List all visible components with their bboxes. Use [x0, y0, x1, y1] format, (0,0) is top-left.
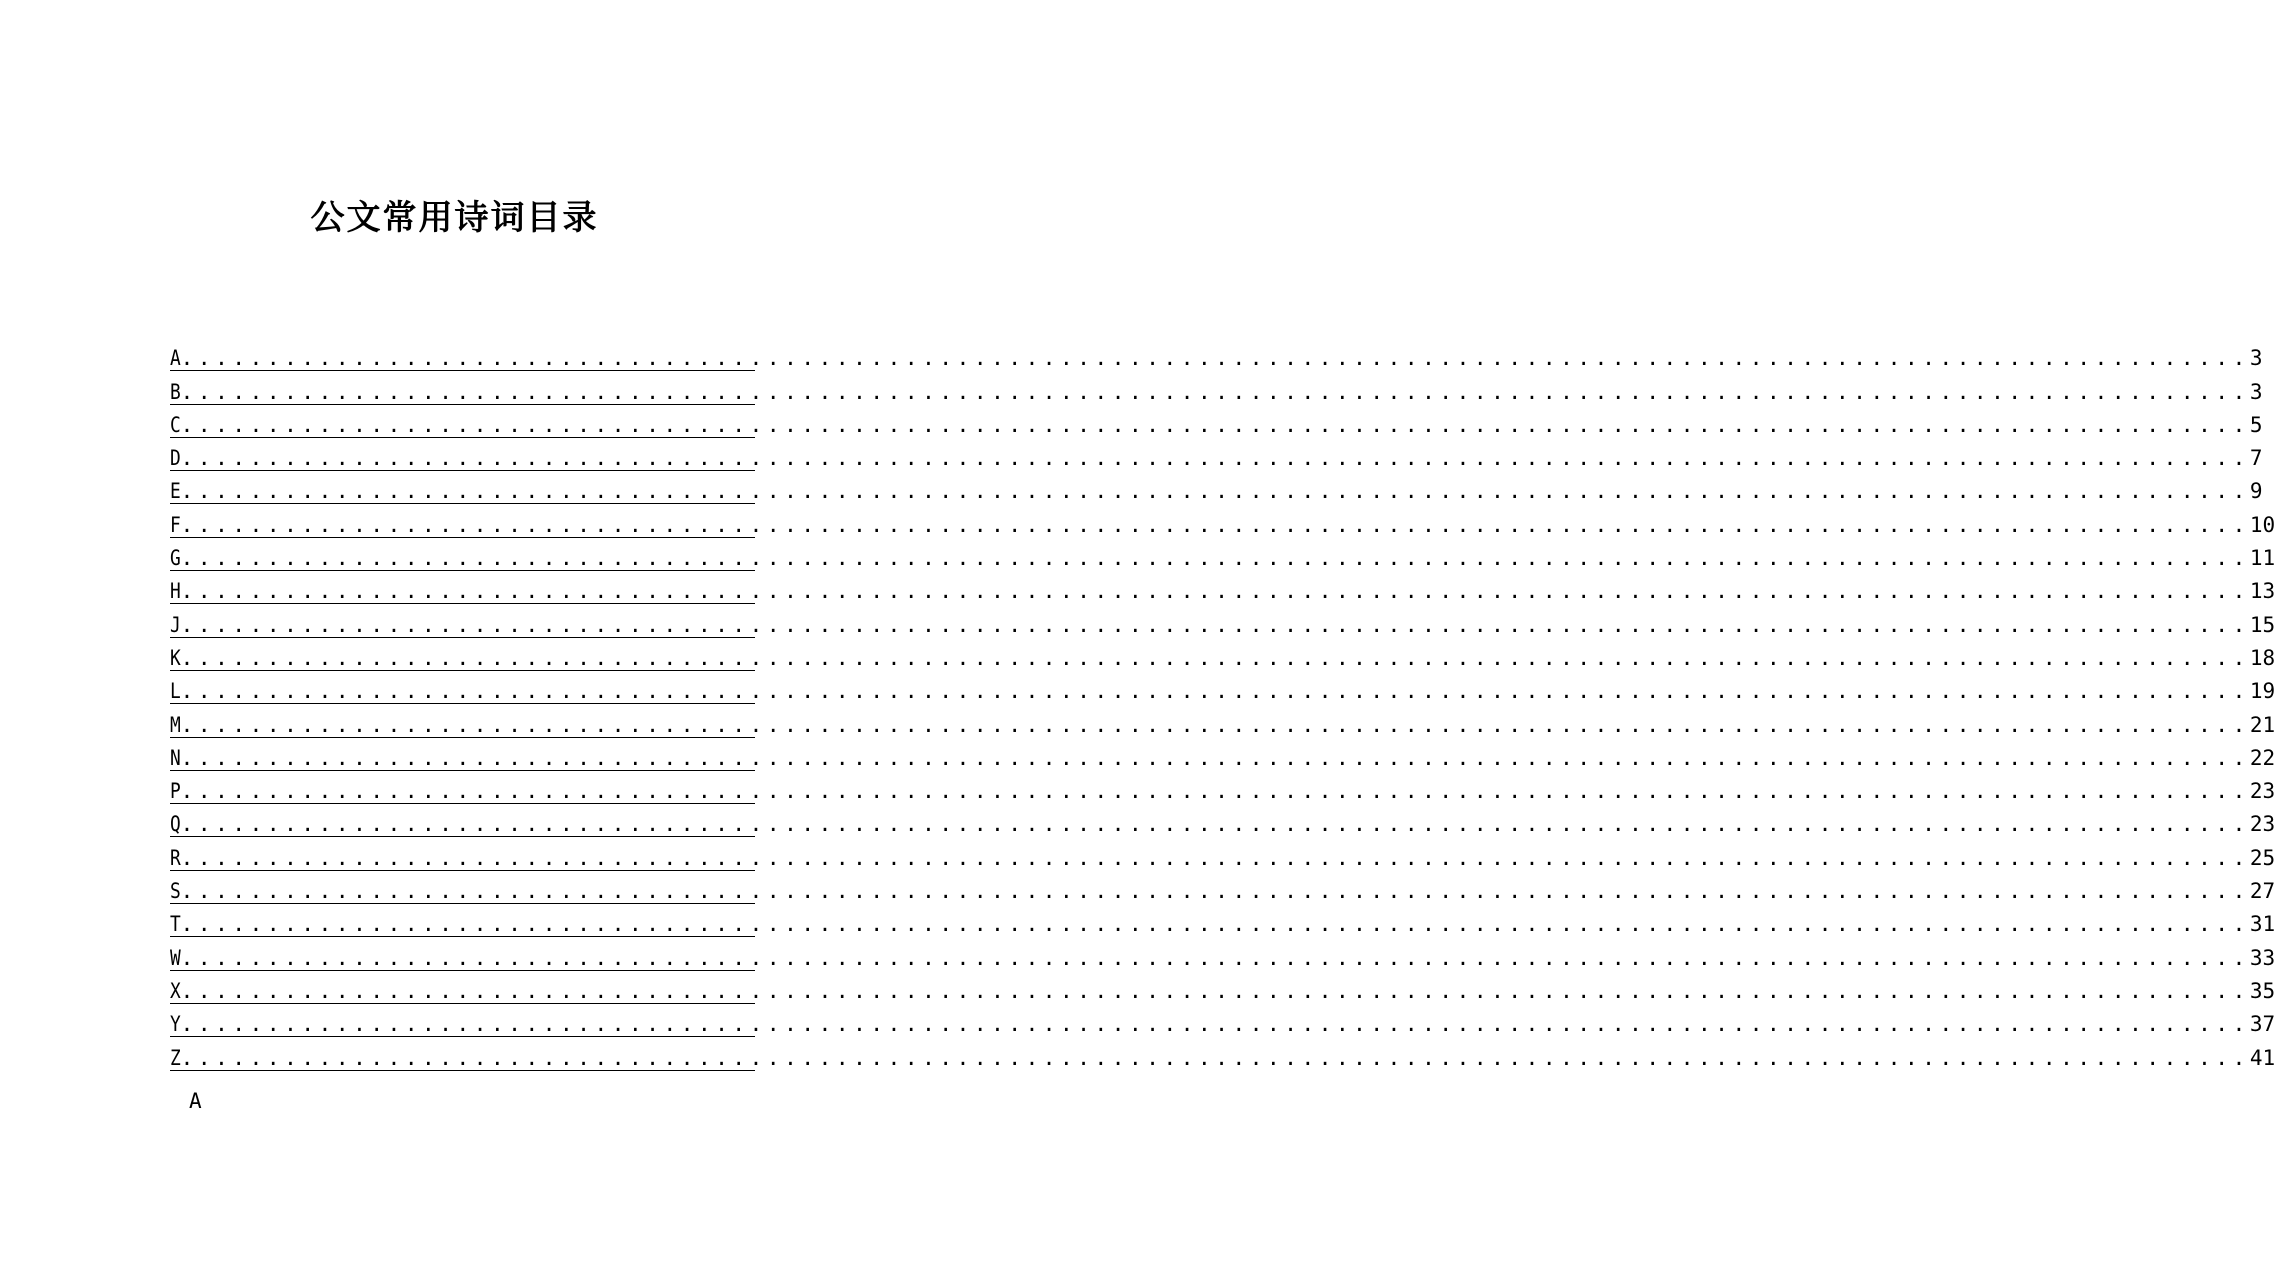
toc-entry-s[interactable] [170, 871, 2275, 904]
toc-dot-leader: ........................................................................................................................ [180, 412, 2250, 437]
toc-dot-leader: ........................................................................................................................ [180, 612, 2250, 637]
toc-entry-page-number: 9 [2249, 479, 2263, 504]
toc-entry-e[interactable] [170, 471, 2263, 504]
toc-entry-page-number: 31 [2249, 912, 2275, 937]
toc-entry-link[interactable] [170, 879, 2275, 904]
toc-entry-link[interactable] [170, 479, 2263, 504]
toc-dot-leader: ........................................................................................................................ [180, 446, 2250, 471]
toc-entry-link[interactable] [170, 1045, 2275, 1071]
toc-entry-link[interactable] [170, 945, 2275, 971]
toc-entry-link[interactable] [170, 812, 2275, 837]
toc-entry-q[interactable] [170, 804, 2275, 837]
toc-entry-letter: R [170, 845, 181, 870]
toc-entry-letter: K [170, 645, 181, 670]
toc-entry-page-number: 19 [2249, 679, 2275, 704]
toc-entry-page-number: 15 [2249, 612, 2275, 637]
toc-entry-p[interactable] [170, 771, 2275, 804]
toc-entry-k[interactable] [170, 638, 2275, 671]
toc-entry-letter: F [170, 512, 181, 537]
toc-dot-leader: ........................................................................................................................ [180, 579, 2250, 604]
toc-entry-j[interactable] [170, 604, 2275, 637]
toc-entry-letter: X [170, 978, 181, 1003]
toc-entry-page-number: 25 [2249, 845, 2275, 870]
toc-entry-letter: D [170, 446, 181, 471]
toc-entry-b[interactable] [170, 371, 2263, 404]
toc-entry-l[interactable] [170, 671, 2275, 704]
toc-entry-link[interactable] [170, 412, 2263, 438]
toc-entry-link[interactable] [170, 645, 2275, 671]
toc-entry-x[interactable] [170, 971, 2275, 1004]
toc-entry-link[interactable] [170, 346, 2263, 371]
toc-entry-f[interactable] [170, 504, 2275, 537]
toc-dot-leader: ........................................................................................................................ [180, 745, 2250, 770]
toc-entry-letter: G [170, 546, 181, 571]
toc-entry-page-number: 27 [2249, 879, 2275, 904]
toc-entry-link[interactable] [170, 379, 2263, 405]
toc-entry-link[interactable] [170, 546, 2275, 571]
toc-entry-link[interactable] [170, 779, 2275, 804]
toc-entry-r[interactable] [170, 837, 2275, 870]
toc-dot-leader: ........................................................................................................................ [180, 712, 2250, 737]
toc-entry-page-number: 10 [2249, 512, 2275, 537]
toc-entry-link[interactable] [170, 912, 2275, 937]
toc-entry-letter: P [170, 779, 181, 804]
toc-entry-letter: E [170, 479, 181, 504]
toc-entry-h[interactable] [170, 571, 2275, 604]
toc-entry-letter: L [170, 679, 181, 704]
toc-entry-t[interactable] [170, 904, 2275, 937]
toc-dot-leader: ........................................................................................................................ [180, 845, 2250, 870]
toc-entry-letter: M [170, 712, 181, 737]
toc-dot-leader: ........................................................................................................................ [180, 512, 2250, 537]
toc-entry-g[interactable] [170, 538, 2275, 571]
toc-entry-page-number: 11 [2249, 546, 2275, 571]
toc-entry-letter: B [170, 379, 181, 404]
table-of-contents [170, 338, 2275, 1071]
toc-entry-letter: A [170, 346, 181, 371]
toc-dot-leader: ........................................................................................................................ [180, 479, 2250, 504]
toc-entry-page-number: 13 [2249, 579, 2275, 604]
toc-entry-link[interactable] [170, 512, 2275, 538]
toc-entry-link[interactable] [170, 1012, 2275, 1037]
toc-dot-leader: ........................................................................................................................ [180, 912, 2250, 937]
toc-entry-letter: H [170, 579, 181, 604]
toc-dot-leader: ........................................................................................................................ [180, 346, 2250, 371]
toc-entry-link[interactable] [170, 579, 2275, 604]
toc-dot-leader: ........................................................................................................................ [180, 645, 2250, 670]
toc-entry-w[interactable] [170, 937, 2275, 970]
toc-entry-page-number: 41 [2249, 1045, 2275, 1070]
toc-entry-link[interactable] [170, 845, 2275, 871]
toc-dot-leader: ........................................................................................................................ [180, 546, 2250, 571]
section-heading: A [189, 1089, 202, 1113]
toc-dot-leader: ........................................................................................................................ [180, 879, 2250, 904]
toc-entry-link[interactable] [170, 712, 2275, 738]
toc-entry-page-number: 23 [2249, 812, 2275, 837]
toc-entry-m[interactable] [170, 704, 2275, 737]
toc-entry-link[interactable] [170, 745, 2275, 771]
toc-entry-page-number: 5 [2249, 412, 2263, 437]
toc-dot-leader: ........................................................................................................................ [180, 812, 2250, 837]
toc-dot-leader: ........................................................................................................................ [180, 779, 2250, 804]
toc-dot-leader: ........................................................................................................................ [180, 679, 2250, 704]
toc-entry-d[interactable] [170, 438, 2263, 471]
toc-entry-z[interactable] [170, 1037, 2275, 1070]
toc-entry-page-number: 33 [2249, 945, 2275, 970]
toc-entry-a[interactable] [170, 338, 2263, 371]
toc-dot-leader: ........................................................................................................................ [180, 1012, 2250, 1037]
toc-dot-leader: ........................................................................................................................ [180, 1045, 2250, 1070]
toc-entry-letter: J [170, 612, 181, 637]
toc-dot-leader: ........................................................................................................................ [180, 945, 2250, 970]
toc-entry-page-number: 21 [2249, 712, 2275, 737]
page-title: 公文常用诗词目录 [310, 198, 599, 238]
toc-entry-page-number: 37 [2249, 1012, 2275, 1037]
toc-entry-letter: N [170, 745, 181, 770]
toc-entry-page-number: 3 [2249, 346, 2263, 371]
toc-entry-n[interactable] [170, 738, 2275, 771]
toc-entry-letter: W [170, 945, 181, 970]
toc-entry-page-number: 22 [2249, 745, 2275, 770]
toc-entry-letter: S [170, 879, 181, 904]
toc-entry-y[interactable] [170, 1004, 2275, 1037]
toc-entry-page-number: 7 [2249, 446, 2263, 471]
toc-entry-link[interactable] [170, 978, 2275, 1004]
toc-entry-page-number: 35 [2249, 978, 2275, 1003]
toc-entry-c[interactable] [170, 405, 2263, 438]
toc-entry-page-number: 18 [2249, 645, 2275, 670]
toc-entry-letter: Y [170, 1012, 181, 1037]
toc-entry-letter: T [170, 912, 181, 937]
toc-entry-letter: Z [170, 1045, 181, 1070]
toc-entry-letter: C [170, 412, 181, 437]
toc-entry-page-number: 23 [2249, 779, 2275, 804]
toc-entry-link[interactable] [170, 679, 2275, 704]
toc-dot-leader: ........................................................................................................................ [180, 978, 2250, 1003]
toc-entry-link[interactable] [170, 446, 2263, 471]
toc-entry-letter: Q [170, 812, 181, 837]
toc-entry-page-number: 3 [2249, 379, 2263, 404]
toc-dot-leader: ........................................................................................................................ [180, 379, 2250, 404]
toc-entry-link[interactable] [170, 612, 2275, 638]
